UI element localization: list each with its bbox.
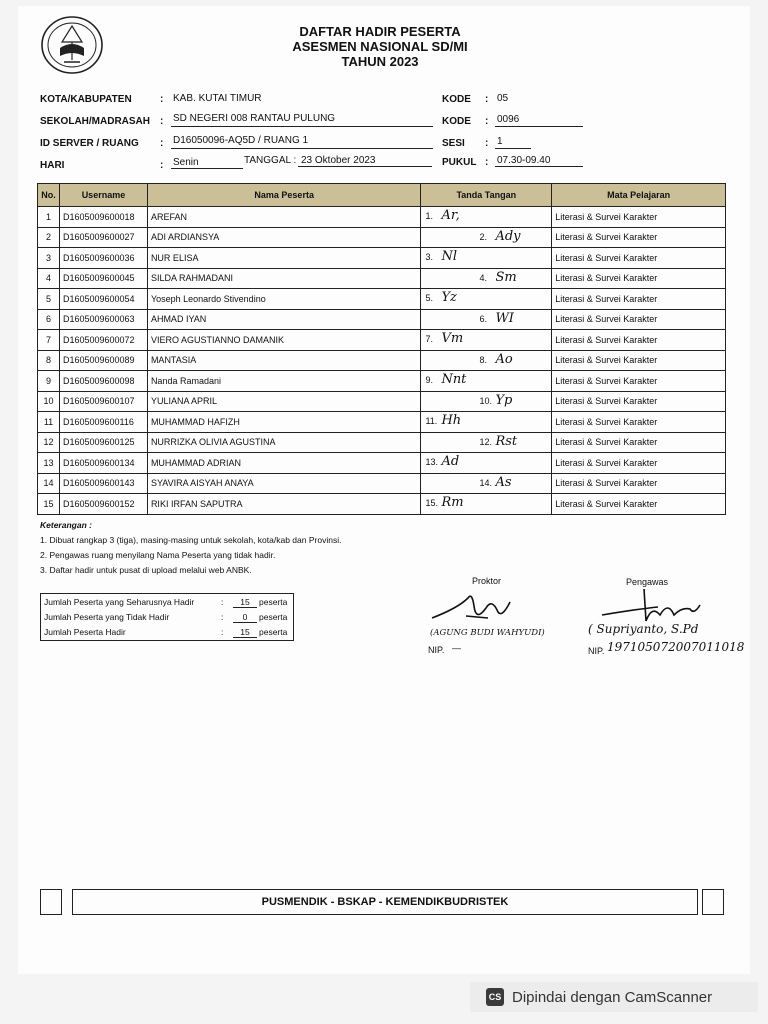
summary-value: 0 xyxy=(233,612,257,623)
signature-number: 1. xyxy=(425,211,433,221)
cell-tanda-tangan xyxy=(421,289,552,310)
col-header-username: Username xyxy=(59,184,147,207)
cell-mata-pelajaran: Literasi & Survei Karakter xyxy=(552,494,726,515)
table-row xyxy=(38,432,726,453)
cell-username: D1605009600063 xyxy=(59,309,147,330)
cell-mata-pelajaran: Literasi & Survei Karakter xyxy=(552,207,726,228)
camscanner-watermark xyxy=(470,982,758,1012)
colon: : xyxy=(485,94,489,105)
kota-kode-label: KODE xyxy=(442,94,471,105)
cell-mata-pelajaran: Literasi & Survei Karakter xyxy=(552,248,726,269)
sesi-value: 1 xyxy=(497,136,503,147)
footer-left-square xyxy=(40,889,62,915)
cell-tanda-tangan xyxy=(421,207,552,228)
notes-section xyxy=(40,518,341,578)
signature-mark: Yz xyxy=(441,290,457,305)
cell-username: D1605009600072 xyxy=(59,330,147,351)
colon: : xyxy=(160,160,164,171)
cell-mata-pelajaran: Literasi & Survei Karakter xyxy=(552,268,726,289)
proktor-nip-label: NIP. xyxy=(428,645,445,655)
cell-mata-pelajaran: Literasi & Survei Karakter xyxy=(552,412,726,433)
cell-tanda-tangan xyxy=(421,268,552,289)
summary-label: Jumlah Peserta Hadir xyxy=(44,627,126,637)
note-item: 2. Pengawas ruang menyilang Nama Peserta yang tidak hadir. xyxy=(40,550,276,560)
table-row xyxy=(38,494,726,515)
cell-tanda-tangan xyxy=(421,432,552,453)
table-body xyxy=(38,207,726,515)
proktor-signature-icon xyxy=(428,588,528,632)
cell-no: 5 xyxy=(38,289,60,310)
cell-username: D1605009600143 xyxy=(59,473,147,494)
title-line-2: ASESMEN NASIONAL SD/MI xyxy=(292,39,468,54)
table-row xyxy=(38,453,726,474)
cell-mata-pelajaran: Literasi & Survei Karakter xyxy=(552,391,726,412)
cell-no: 11 xyxy=(38,412,60,433)
signature-mark: Ar, xyxy=(441,208,460,223)
colon: : xyxy=(485,116,489,127)
sekolah-kode-value: 0096 xyxy=(497,114,520,125)
signature-number: 6. xyxy=(479,313,487,324)
pengawas-title: Pengawas xyxy=(626,577,669,587)
cell-nama: ADI ARDIANSYA xyxy=(147,227,421,248)
table-row xyxy=(38,350,726,371)
signature-mark: As xyxy=(495,474,512,490)
signature-mark: Hh xyxy=(441,413,462,428)
signature-mark: Rst xyxy=(495,433,518,449)
cell-username: D1605009600107 xyxy=(59,391,147,412)
cell-tanda-tangan xyxy=(421,473,552,494)
cell-no: 14 xyxy=(38,473,60,494)
sekolah-label: SEKOLAH/MADRASAH xyxy=(40,116,150,127)
sekolah-kode-label: KODE xyxy=(442,116,471,127)
cell-username: D1605009600134 xyxy=(59,453,147,474)
pukul-value: 07.30-09.40 xyxy=(497,155,551,166)
cell-no: 12 xyxy=(38,432,60,453)
table-row xyxy=(38,330,726,351)
cell-nama: MUHAMMAD HAFIZH xyxy=(147,412,421,433)
cell-no: 7 xyxy=(38,330,60,351)
signature-number: 12. xyxy=(479,436,492,447)
cell-tanda-tangan xyxy=(421,371,552,392)
summary-row xyxy=(41,594,293,609)
document-title xyxy=(250,24,510,69)
colon: : xyxy=(221,612,224,622)
table-header-row xyxy=(38,184,726,207)
cell-username: D1605009600027 xyxy=(59,227,147,248)
colon: : xyxy=(221,597,224,607)
note-item: 3. Daftar hadir untuk pusat di upload melalui web ANBK. xyxy=(40,565,252,575)
cell-nama: YULIANA APRIL xyxy=(147,391,421,412)
colon: : xyxy=(221,627,224,637)
cell-no: 10 xyxy=(38,391,60,412)
cell-tanda-tangan xyxy=(421,412,552,433)
cell-mata-pelajaran: Literasi & Survei Karakter xyxy=(552,432,726,453)
signature-number: 4. xyxy=(479,272,487,283)
cell-tanda-tangan xyxy=(421,494,552,515)
table-row xyxy=(38,309,726,330)
table-row xyxy=(38,289,726,310)
cell-no: 13 xyxy=(38,453,60,474)
signature-number: 14. xyxy=(479,477,492,488)
colon: : xyxy=(160,94,164,105)
proktor-title: Proktor xyxy=(472,576,502,586)
hari-value: Senin xyxy=(173,157,199,168)
pengawas-signature-icon xyxy=(598,585,708,627)
pengawas-name: ( Supriyanto, S.Pd xyxy=(588,622,699,636)
table-row xyxy=(38,227,726,248)
summary-label: Jumlah Peserta yang Tidak Hadir xyxy=(44,612,170,622)
summary-row xyxy=(41,624,293,639)
cell-nama: RIKI IRFAN SAPUTRA xyxy=(147,494,421,515)
signature-mark: Nnt xyxy=(441,372,467,387)
footer-banner: PUSMENDIK - BSKAP - KEMENDIKBUDRISTEK xyxy=(72,889,698,915)
cell-username: D1605009600152 xyxy=(59,494,147,515)
kota-kode-value: 05 xyxy=(497,93,509,104)
colon: : xyxy=(160,138,164,149)
kota-label: KOTA/KABUPATEN xyxy=(40,94,132,105)
signature-number: 5. xyxy=(425,293,433,303)
camscanner-icon: CS xyxy=(486,988,504,1006)
cell-no: 1 xyxy=(38,207,60,228)
cell-nama: NURRIZKA OLIVIA AGUSTINA xyxy=(147,432,421,453)
signature-mark: Sm xyxy=(495,269,517,285)
attendance-table xyxy=(37,183,726,515)
table-row xyxy=(38,248,726,269)
cell-no: 2 xyxy=(38,227,60,248)
underline xyxy=(495,166,583,167)
cell-nama: AHMAD IYAN xyxy=(147,309,421,330)
tanggal-label: TANGGAL : xyxy=(244,155,297,166)
summary-unit: peserta xyxy=(259,597,288,607)
cell-username: D1605009600036 xyxy=(59,248,147,269)
cell-tanda-tangan xyxy=(421,330,552,351)
hari-label: HARI xyxy=(40,160,65,171)
underline xyxy=(495,126,583,127)
signature-number: 7. xyxy=(425,334,433,344)
colon: : xyxy=(485,157,489,168)
table-row xyxy=(38,412,726,433)
server-label: ID SERVER / RUANG xyxy=(40,138,139,149)
cell-mata-pelajaran: Literasi & Survei Karakter xyxy=(552,473,726,494)
underline xyxy=(298,166,432,167)
underline xyxy=(495,148,531,149)
footer-right-square xyxy=(702,889,724,915)
table-row xyxy=(38,371,726,392)
tanggal-value: 23 Oktober 2023 xyxy=(301,155,376,166)
cell-nama: Yoseph Leonardo Stivendino xyxy=(147,289,421,310)
cell-no: 8 xyxy=(38,350,60,371)
signature-number: 3. xyxy=(425,252,433,262)
cell-nama: MANTASIA xyxy=(147,350,421,371)
server-value: D16050096-AQ5D / RUANG 1 xyxy=(173,135,309,146)
signature-number: 10. xyxy=(479,395,492,406)
pukul-label: PUKUL xyxy=(442,157,477,168)
signature-mark: Ad xyxy=(441,454,460,469)
camscanner-text: Dipindai dengan CamScanner xyxy=(512,988,713,1006)
cell-tanda-tangan xyxy=(421,227,552,248)
cell-no: 9 xyxy=(38,371,60,392)
cell-nama: NUR ELISA xyxy=(147,248,421,269)
sekolah-value: SD NEGERI 008 RANTAU PULUNG xyxy=(173,113,336,124)
summary-row xyxy=(41,609,293,624)
tut-wuri-handayani-logo-icon xyxy=(38,14,106,76)
underline xyxy=(171,126,433,127)
signature-mark: WI xyxy=(495,310,514,326)
cell-username: D1605009600018 xyxy=(59,207,147,228)
underline xyxy=(171,168,243,169)
attendance-summary-box xyxy=(40,593,294,641)
pengawas-nip: 197105072007011018 xyxy=(607,640,745,654)
table-row xyxy=(38,268,726,289)
cell-mata-pelajaran: Literasi & Survei Karakter xyxy=(552,227,726,248)
signature-mark: Ao xyxy=(495,351,513,367)
signature-number: 8. xyxy=(479,354,487,365)
cell-nama: VIERO AGUSTIANNO DAMANIK xyxy=(147,330,421,351)
cell-no: 15 xyxy=(38,494,60,515)
cell-username: D1605009600089 xyxy=(59,350,147,371)
cell-mata-pelajaran: Literasi & Survei Karakter xyxy=(552,350,726,371)
cell-no: 4 xyxy=(38,268,60,289)
summary-label: Jumlah Peserta yang Seharusnya Hadir xyxy=(44,597,195,607)
cell-nama: Nanda Ramadani xyxy=(147,371,421,392)
cell-mata-pelajaran: Literasi & Survei Karakter xyxy=(552,330,726,351)
summary-value: 15 xyxy=(233,597,257,608)
cell-tanda-tangan xyxy=(421,453,552,474)
colon: : xyxy=(160,116,164,127)
cell-tanda-tangan xyxy=(421,391,552,412)
title-line-1: DAFTAR HADIR PESERTA xyxy=(299,24,461,39)
cell-mata-pelajaran: Literasi & Survei Karakter xyxy=(552,371,726,392)
summary-value: 15 xyxy=(233,627,257,638)
table-row xyxy=(38,207,726,228)
cell-username: D1605009600054 xyxy=(59,289,147,310)
pengawas-nip-label: NIP. xyxy=(588,646,605,656)
kota-value: KAB. KUTAI TIMUR xyxy=(173,93,262,104)
summary-unit: peserta xyxy=(259,627,288,637)
signature-number: 13. xyxy=(425,457,438,467)
signature-number: 2. xyxy=(479,231,487,242)
cell-tanda-tangan xyxy=(421,309,552,330)
cell-mata-pelajaran: Literasi & Survei Karakter xyxy=(552,453,726,474)
signature-mark: Rm xyxy=(441,495,464,510)
title-line-3: TAHUN 2023 xyxy=(341,54,419,69)
cell-mata-pelajaran: Literasi & Survei Karakter xyxy=(552,289,726,310)
cell-nama: SILDA RAHMADANI xyxy=(147,268,421,289)
summary-unit: peserta xyxy=(259,612,288,622)
col-header-mata-pelajaran: Mata Pelajaran xyxy=(552,184,726,207)
cell-username: D1605009600116 xyxy=(59,412,147,433)
signature-mark: Yp xyxy=(495,392,513,408)
proktor-nip: — xyxy=(452,643,461,653)
cell-tanda-tangan xyxy=(421,350,552,371)
cell-username: D1605009600098 xyxy=(59,371,147,392)
signature-number: 15. xyxy=(425,498,438,508)
signature-number: 11. xyxy=(425,416,438,426)
cell-username: D1605009600125 xyxy=(59,432,147,453)
notes-heading: Keterangan : xyxy=(40,520,92,530)
cell-nama: SYAVIRA AISYAH ANAYA xyxy=(147,473,421,494)
signature-number: 9. xyxy=(425,375,433,385)
colon: : xyxy=(485,138,489,149)
signature-mark: Ady xyxy=(495,228,521,244)
cell-mata-pelajaran: Literasi & Survei Karakter xyxy=(552,309,726,330)
table-row xyxy=(38,391,726,412)
cell-username: D1605009600045 xyxy=(59,268,147,289)
sesi-label: SESI xyxy=(442,138,465,149)
underline xyxy=(171,148,433,149)
cell-nama: MUHAMMAD ADRIAN xyxy=(147,453,421,474)
proktor-name: (AGUNG BUDI WAHYUDI) xyxy=(430,628,545,638)
cell-no: 3 xyxy=(38,248,60,269)
table-row xyxy=(38,473,726,494)
cell-nama: AREFAN xyxy=(147,207,421,228)
cell-no: 6 xyxy=(38,309,60,330)
col-header-tanda-tangan: Tanda Tangan xyxy=(421,184,552,207)
signature-mark: Vm xyxy=(441,331,464,346)
cell-tanda-tangan xyxy=(421,248,552,269)
col-header-nama: Nama Peserta xyxy=(147,184,421,207)
col-header-no: No. xyxy=(38,184,60,207)
signature-mark: Nl xyxy=(441,249,457,264)
note-item: 1. Dibuat rangkap 3 (tiga), masing-masing untuk sekolah, kota/kab dan Provinsi. xyxy=(40,535,342,545)
